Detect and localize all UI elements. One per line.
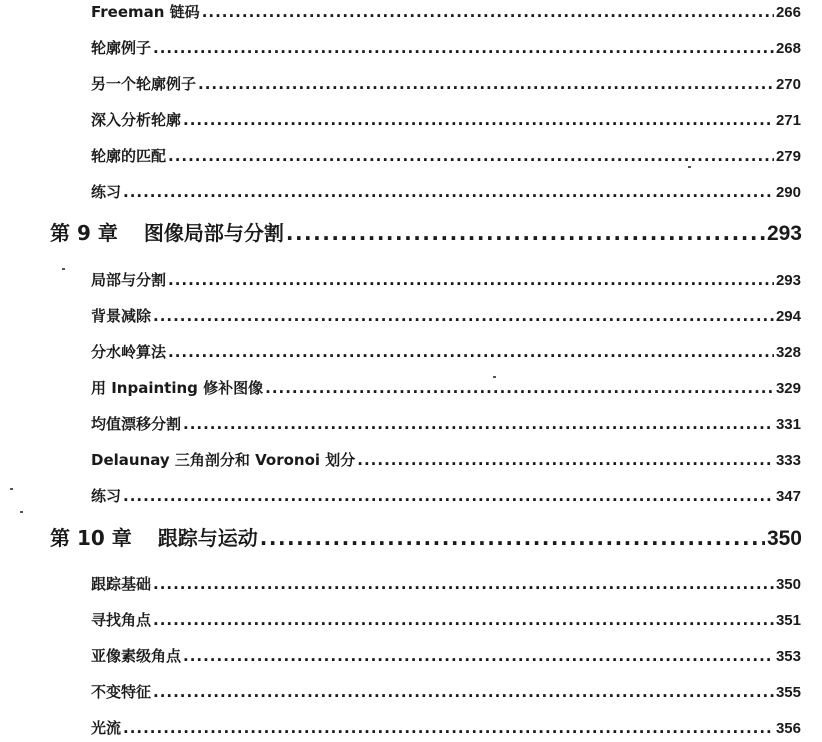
dot-leader xyxy=(168,271,774,289)
toc-entry[interactable] xyxy=(91,485,801,507)
toc-entry-title: 用 Inpainting 修补图像 xyxy=(91,379,264,397)
toc-entry-page: 333 xyxy=(775,452,801,469)
toc-entry-title: 寻找角点 xyxy=(91,611,152,629)
toc-entry[interactable] xyxy=(91,413,801,435)
toc-entry[interactable] xyxy=(91,573,801,595)
toc-entry-page: 294 xyxy=(775,308,801,325)
dot-leader xyxy=(123,487,774,505)
toc-entry-page: 279 xyxy=(775,148,801,165)
chapter-title: 图像局部与分割 xyxy=(143,221,284,245)
toc-entry-page: 356 xyxy=(775,720,801,737)
toc-entry-page: 271 xyxy=(775,112,801,129)
toc-entry-title: 轮廓例子 xyxy=(91,39,152,57)
toc-entry[interactable] xyxy=(91,377,801,399)
toc-entry-page: 331 xyxy=(775,416,801,433)
toc-entry-title: 练习 xyxy=(91,487,122,505)
toc-entry-page: 329 xyxy=(775,380,801,397)
toc-entry-page: 290 xyxy=(775,184,801,201)
toc-entry-page: 270 xyxy=(775,76,801,93)
scan-speck xyxy=(62,268,65,270)
toc-entry-title: 深入分析轮廓 xyxy=(91,111,182,129)
dot-leader xyxy=(123,183,774,201)
dot-leader xyxy=(265,379,774,397)
chapter-page: 293 xyxy=(766,222,802,245)
chapter-number: 第 9 章 xyxy=(50,221,118,245)
toc-entry[interactable] xyxy=(91,341,801,363)
dot-leader xyxy=(183,111,774,129)
toc-entry-title: 光流 xyxy=(91,719,122,737)
toc-entry-page: 266 xyxy=(775,4,801,21)
dot-leader xyxy=(123,719,774,737)
toc-entry-title: 亚像素级角点 xyxy=(91,647,182,665)
toc-entry-page: 353 xyxy=(775,648,801,665)
toc-entry-title: Delaunay 三角剖分和 Voronoi 划分 xyxy=(91,451,356,469)
toc-entry-page: 268 xyxy=(775,40,801,57)
dot-leader xyxy=(260,526,765,550)
dot-leader xyxy=(202,3,774,21)
toc-entry-page: 328 xyxy=(775,344,801,361)
toc-entry-title: 练习 xyxy=(91,183,122,201)
chapter-title: 跟踪与运动 xyxy=(157,526,258,550)
toc-entry[interactable] xyxy=(91,1,801,23)
dot-leader xyxy=(153,39,774,57)
toc-entry[interactable] xyxy=(91,73,801,95)
toc-chapter-heading[interactable] xyxy=(50,522,802,550)
dot-leader xyxy=(183,647,774,665)
toc-entry-title: 背景减除 xyxy=(91,307,152,325)
dot-leader xyxy=(153,307,774,325)
toc-chapter-heading[interactable] xyxy=(50,217,802,245)
dot-leader xyxy=(168,343,774,361)
scan-speck xyxy=(493,376,496,378)
chapter-page: 350 xyxy=(766,527,802,550)
dot-leader xyxy=(198,75,774,93)
toc-entry[interactable] xyxy=(91,269,801,291)
toc-entry-title: 局部与分割 xyxy=(91,271,167,289)
toc-entry[interactable] xyxy=(91,645,801,667)
dot-leader xyxy=(168,147,774,165)
toc-entry-title: Freeman 链码 xyxy=(91,3,200,21)
toc-entry[interactable] xyxy=(91,681,801,703)
scan-speck xyxy=(10,488,13,490)
dot-leader xyxy=(183,415,774,433)
toc-entry[interactable] xyxy=(91,449,801,471)
toc-entry[interactable] xyxy=(91,109,801,131)
toc-entry-title: 不变特征 xyxy=(91,683,152,701)
toc-entry-page: 350 xyxy=(775,576,801,593)
toc-entry[interactable] xyxy=(91,305,801,327)
toc-entry-page: 355 xyxy=(775,684,801,701)
toc-entry-page: 293 xyxy=(775,272,801,289)
toc-entry[interactable] xyxy=(91,609,801,631)
dot-leader xyxy=(153,683,774,701)
toc-entry-title: 另一个轮廓例子 xyxy=(91,75,197,93)
scan-speck xyxy=(20,511,23,513)
toc-entry-page: 347 xyxy=(775,488,801,505)
dot-leader xyxy=(153,575,774,593)
toc-entry-page: 351 xyxy=(775,612,801,629)
toc-entry-title: 分水岭算法 xyxy=(91,343,167,361)
toc-entry-title: 轮廓的匹配 xyxy=(91,147,167,165)
dot-leader xyxy=(286,221,765,245)
toc-entry-title: 均值漂移分割 xyxy=(91,415,182,433)
chapter-number: 第 10 章 xyxy=(50,526,132,550)
toc-entry-title: 跟踪基础 xyxy=(91,575,152,593)
toc-entry[interactable] xyxy=(91,181,801,203)
toc-entry[interactable] xyxy=(91,717,801,739)
dot-leader xyxy=(357,451,774,469)
toc-entry[interactable] xyxy=(91,145,801,167)
scan-speck xyxy=(688,166,691,168)
dot-leader xyxy=(153,611,774,629)
toc-entry[interactable] xyxy=(91,37,801,59)
